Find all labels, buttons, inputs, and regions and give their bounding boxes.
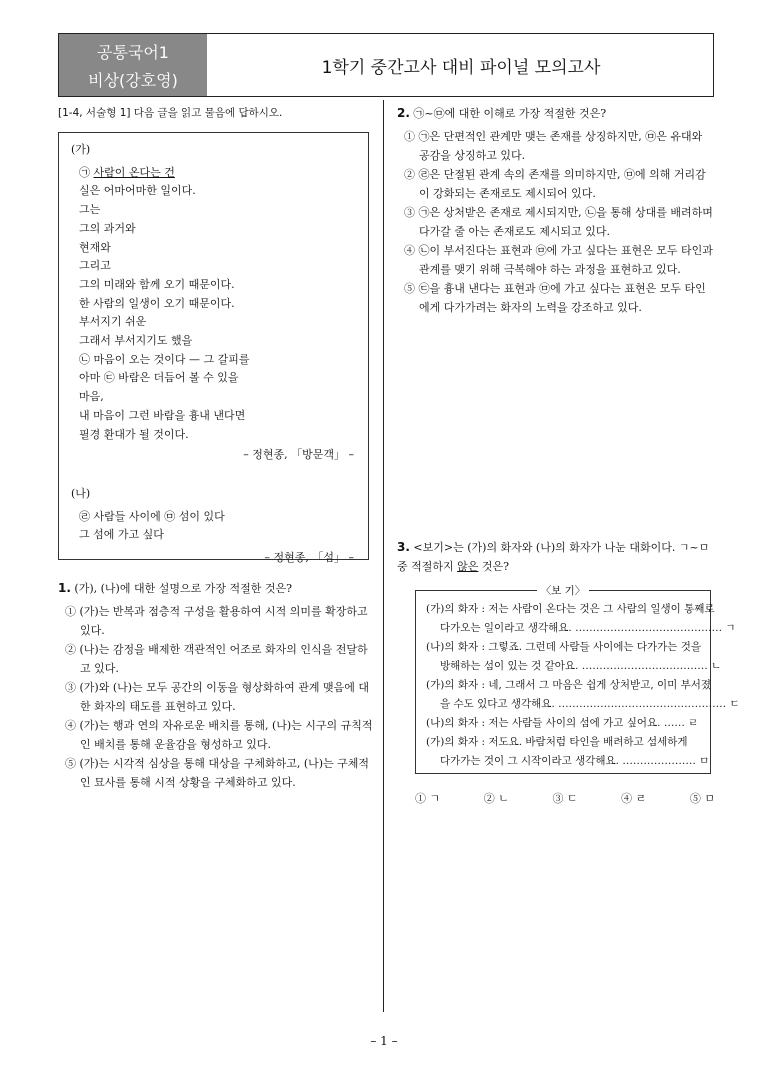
bogi-line: (나)의 화자 : 저는 사람들 사이의 섬에 가고 싶어요. …… ㄹ xyxy=(426,717,699,729)
underlined-word: 사람이 온다는 건 xyxy=(93,165,175,179)
bogi-box xyxy=(415,585,740,774)
question-1 xyxy=(58,579,374,792)
passage-box xyxy=(58,132,369,565)
option-3[interactable]: ③ (가)와 (나)는 모두 공간의 이동을 형상화하여 관계 맺음에 대한 화자의 태도를 표현하고 있다. xyxy=(65,681,370,713)
poem-line: 마음, xyxy=(79,390,104,404)
question-text-end: 것은? xyxy=(478,560,510,573)
option-5[interactable]: ⑤ ㉢을 흉내 낸다는 표현과 ㉤에 가고 싶다는 표현은 모두 타인에게 다가가려는 화자의 노력을 강조하고 있다. xyxy=(404,282,706,314)
option-1[interactable]: ① ㄱ xyxy=(415,792,441,805)
option-3[interactable]: ③ ㄷ xyxy=(552,792,578,805)
question-text: <보기>는 (가)의 화자와 (나)의 화자가 나눈 대화이다. ㄱ~ㅁ 중 적절하지 xyxy=(397,541,710,573)
option-2[interactable]: ② (나)는 감정을 배제한 객관적인 어조로 화자의 인식을 전달하고 있다. xyxy=(65,643,368,675)
option-5[interactable]: ⑤ (가)는 시각적 심상을 통해 대상을 구체화하고, (나)는 구체적인 묘사를 통해 시적 상황을 구체화하고 있다. xyxy=(65,757,370,789)
option-1[interactable]: ① ㉠은 단편적인 관계만 맺는 존재를 상징하지만, ㉤은 유대와 공감을 상징하고 있다. xyxy=(404,130,703,162)
poem-line: 그의 미래와 함께 오기 때문이다. xyxy=(79,277,235,291)
poem-line: 그 섬에 가고 싶다 xyxy=(79,528,164,542)
bogi-line: (가)의 화자 : 네, 그래서 그 마음은 쉽게 상처받고, 이미 부서졌 xyxy=(426,679,712,691)
option-1[interactable]: ① (가)는 반복과 점층적 구성을 활용하여 시적 의미를 확장하고 있다. xyxy=(65,605,368,637)
question-text: ㉠~㉤에 대한 이해로 가장 적절한 것은? xyxy=(413,107,607,120)
question-1-stem xyxy=(58,579,374,598)
poem-line: 필경 환대가 될 것이다. xyxy=(79,427,189,441)
option-4[interactable]: ④ ㉡이 부서진다는 표현과 ㉤에 가고 싶다는 표현은 모두 타인과 관계를 맺기 위해 극복해야 하는 과정을 표현하고 있다. xyxy=(404,244,713,276)
poem-line: 실은 어마어마한 일이다. xyxy=(79,184,196,198)
poem-na xyxy=(71,508,356,545)
poem-na-source: – 정현종, 「섬」 – xyxy=(264,551,354,565)
poem-line: 그의 과거와 xyxy=(79,221,136,235)
bogi-line: 다가오는 일이라고 생각해요. …………………………………… ㄱ xyxy=(440,622,736,634)
bogi-line: 방해하는 섬이 있는 것 같아요. ……………………………… ㄴ xyxy=(440,660,722,672)
publisher-name: 비상(강호영) xyxy=(88,71,178,90)
question-number: 3. xyxy=(397,540,410,554)
bogi-line: 을 수도 있다고 생각해요. ………………………………………… ㄷ xyxy=(440,698,740,710)
poem-line: 부서지기 쉬운 xyxy=(79,315,147,329)
option-4[interactable]: ④ ㄹ xyxy=(621,792,647,805)
poem-line: 그리고 xyxy=(79,259,111,273)
poem-line: 그래서 부서지기도 했을 xyxy=(79,334,193,348)
poem-line: 현재와 xyxy=(79,240,111,254)
poem-ga-source: – 정현종, 「방문객」 – xyxy=(243,448,354,462)
option-3[interactable]: ③ ㉠은 상처받은 존재로 제시되지만, ㉡을 통해 상대를 배려하며 다가갈 줄 아는 존재로도 제시되고 있다. xyxy=(404,206,713,238)
poem-line: 내 마음이 그런 바람을 흉내 낸다면 xyxy=(79,408,246,422)
question-1-options xyxy=(58,602,374,792)
page-number: – 1 – xyxy=(370,1034,398,1048)
instruction: [1-4, 서술형 1] 다음 글을 읽고 물음에 답하시오. xyxy=(58,107,283,119)
subject-name: 공통국어1 xyxy=(96,43,169,62)
question-2-options xyxy=(397,127,715,317)
option-4[interactable]: ④ (가)는 행과 연의 자유로운 배치를 통해, (나)는 시구의 규칙적인 배치를 통해 운율감을 형성하고 있다. xyxy=(65,719,373,751)
poem-ga xyxy=(71,164,356,445)
question-2 xyxy=(397,104,715,317)
poem-line: ㉡ 마음이 오는 것이다 — 그 갈피를 xyxy=(79,352,250,366)
bogi-line: 다가가는 것이 그 시작이라고 생각해요. ………………… ㅁ xyxy=(440,755,710,767)
subject-box xyxy=(59,34,207,96)
poem-line: 한 사람의 일생이 오기 때문이다. xyxy=(79,296,235,310)
option-5[interactable]: ⑤ ㅁ xyxy=(689,792,715,805)
passage-ga-label: (가) xyxy=(71,143,91,156)
bogi-line: (가)의 화자 : 저도요. 바람처럼 타인을 배려하고 섬세하게 xyxy=(426,736,688,748)
exam-title: 1학기 중간고사 대비 파이널 모의고사 xyxy=(321,57,601,78)
underlined-word: 않은 xyxy=(457,560,479,573)
poem-line: ㉠ 사람이 온다는 건 xyxy=(79,165,175,179)
question-number: 1. xyxy=(58,581,71,595)
question-text: (가), (나)에 대한 설명으로 가장 적절한 것은? xyxy=(74,582,292,595)
poem-line: 그는 xyxy=(79,203,101,217)
bogi-line: (나)의 화자 : 그렇죠. 그런데 사람들 사이에는 다가가는 것을 xyxy=(426,641,702,653)
question-2-stem xyxy=(397,104,715,123)
option-2[interactable]: ② ㄴ xyxy=(483,792,509,805)
poem-line: 아마 ㉢ 바람은 더듬어 볼 수 있을 xyxy=(79,371,239,385)
poem-line: ㉣ 사람들 사이에 ㉤ 섬이 있다 xyxy=(79,509,225,523)
option-2[interactable]: ② ㉣은 단절된 관계 속의 존재를 의미하지만, ㉤에 의해 거리감이 강화되는 존재로도 제시되어 있다. xyxy=(404,168,706,200)
column-divider xyxy=(383,100,384,1012)
bogi-title: 〈보 기〉 xyxy=(416,582,710,601)
question-3 xyxy=(397,538,715,576)
passage-na-label: (나) xyxy=(71,486,91,500)
exam-header xyxy=(58,33,714,97)
question-3-options xyxy=(415,790,715,806)
bogi-line: (가)의 화자 : 저는 사람이 온다는 것은 그 사람의 일생이 통째로 xyxy=(426,603,715,615)
question-3-stem xyxy=(397,538,715,576)
question-number: 2. xyxy=(397,106,410,120)
